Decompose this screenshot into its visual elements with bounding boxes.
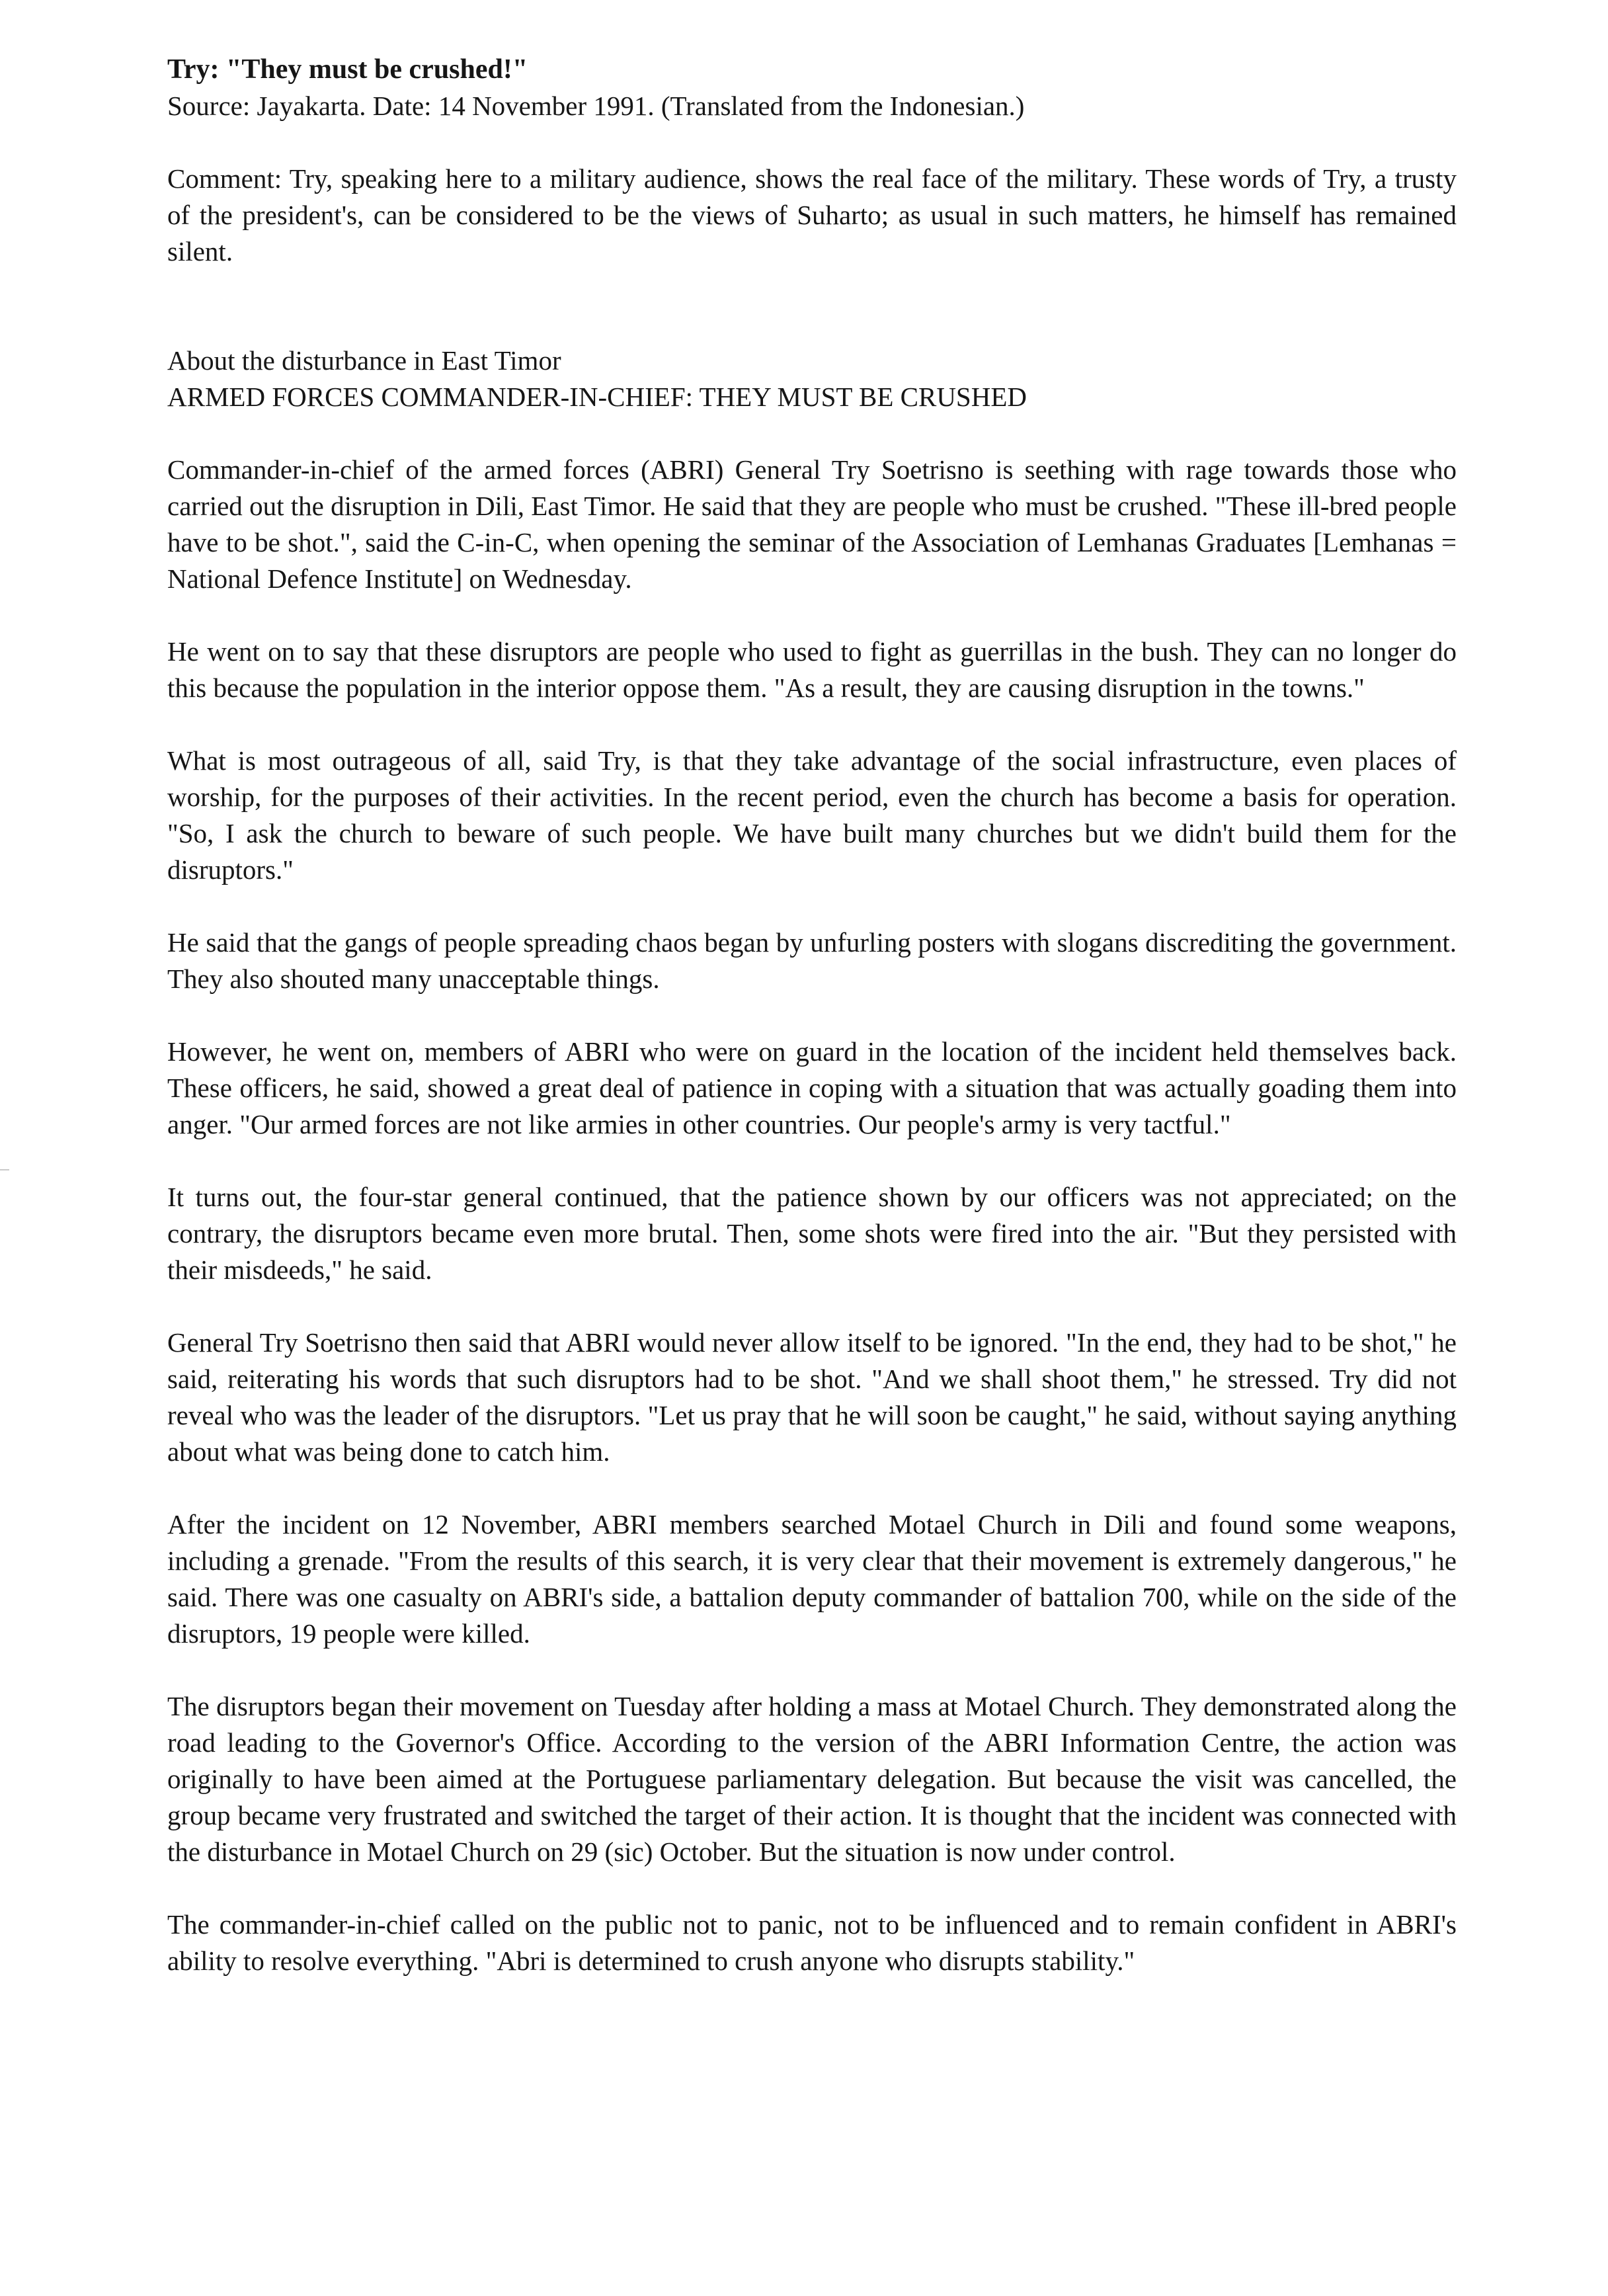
paragraph-9: The disruptors began their movement on Tuesday after holding a mass at Motael Church. They demonstrated along the road leading to the Governor's Office. According to the version of the ABRI Information Centre, the action was originally to have been aimed at the Portuguese parliamentary delegation. But because the visit was cancelled, the group became very frustrated and switched the target of their action. It is thought that the incident was connected with the disturbance in Motael Church on 29 (sic) October. But the situation is now under control. xyxy=(167,1691,1457,1867)
paragraph-1: Commander-in-chief of the armed forces (ABRI) General Try Soetrisno is seething with rage towards those who carried out the disruption in Dili, East Timor. He said that they are people who must be crushed. "These ill-bred people have to be shot.", said the C-in-C, when opening the seminar of the Association of Lemhanas Graduates [Lemhanas = National Defence Institute] on Wednesday. xyxy=(167,454,1457,594)
paragraph-2: He went on to say that these disruptors are people who used to fight as guerrillas in the bush. They can no longer do this because the population in the interior oppose them. "As a result, they are causing disruption in the towns." xyxy=(167,636,1457,703)
paragraph-8: After the incident on 12 November, ABRI members searched Motael Church in Dili and found some weapons, including a grenade. "From the results of this search, it is very clear that their movement is extremely dangerous," he said. There was one casualty on ABRI's side, a battalion deputy commander of battalion 700, while on the side of the disruptors, 19 people were killed. xyxy=(167,1509,1457,1649)
page-edge-mark xyxy=(0,1169,9,1170)
paragraph-4: He said that the gangs of people spreading chaos began by unfurling posters with slogans discrediting the government. They also shouted many unacceptable things. xyxy=(167,927,1457,994)
document-body xyxy=(167,52,1457,1979)
paragraph-6: It turns out, the four-star general continued, that the patience shown by our officers was not appreciated; on the contrary, the disruptors became even more brutal. Then, some shots were fired into the air. "But they persisted with their misdeeds," he said. xyxy=(167,1182,1457,1285)
source-line: Source: Jayakarta. Date: 14 November 1991. (Translated from the Indonesian.) xyxy=(167,91,1025,121)
headline: Try: "They must be crushed!" xyxy=(167,54,528,85)
article-title: ARMED FORCES COMMANDER-IN-CHIEF: THEY MUST BE CRUSHED xyxy=(167,382,1027,412)
paragraph-3: What is most outrageous of all, said Try, is that they take advantage of the social infrastructure, even places of worship, for the purposes of their activities. In the recent period, even the church has become a basis for operation. "So, I ask the church to beware of such people. We have built many churches but we didn't build them for the disruptors." xyxy=(167,745,1457,885)
paragraph-5: However, he went on, members of ABRI who were on guard in the location of the incident held themselves back. These officers, he said, showed a great deal of patience in coping with a situation that was actually goading them into anger. "Our armed forces are not like armies in other countries. Our people's army is very tactful." xyxy=(167,1036,1457,1139)
article-kicker: About the disturbance in East Timor xyxy=(167,345,561,376)
paragraph-7: General Try Soetrisno then said that ABRI would never allow itself to be ignored. "In the end, they had to be shot," he said, reiterating his words that such disruptors had to be shot. "And we shall shoot them," he stressed. Try did not reveal who was the leader of the disruptors. "Let us pray that he will soon be caught," he said, without saying anything about what was being done to catch him. xyxy=(167,1327,1457,1467)
comment-paragraph: Comment: Try, speaking here to a military audience, shows the real face of the military. These words of Try, a trusty of the president's, can be considered to be the views of Suharto; as usual in such matters, he himself has remained silent. xyxy=(167,163,1457,266)
paragraph-10: The commander-in-chief called on the public not to panic, not to be influenced and to remain confident in ABRI's ability to resolve everything. "Abri is determined to crush anyone who disrupts stability." xyxy=(167,1909,1457,1976)
